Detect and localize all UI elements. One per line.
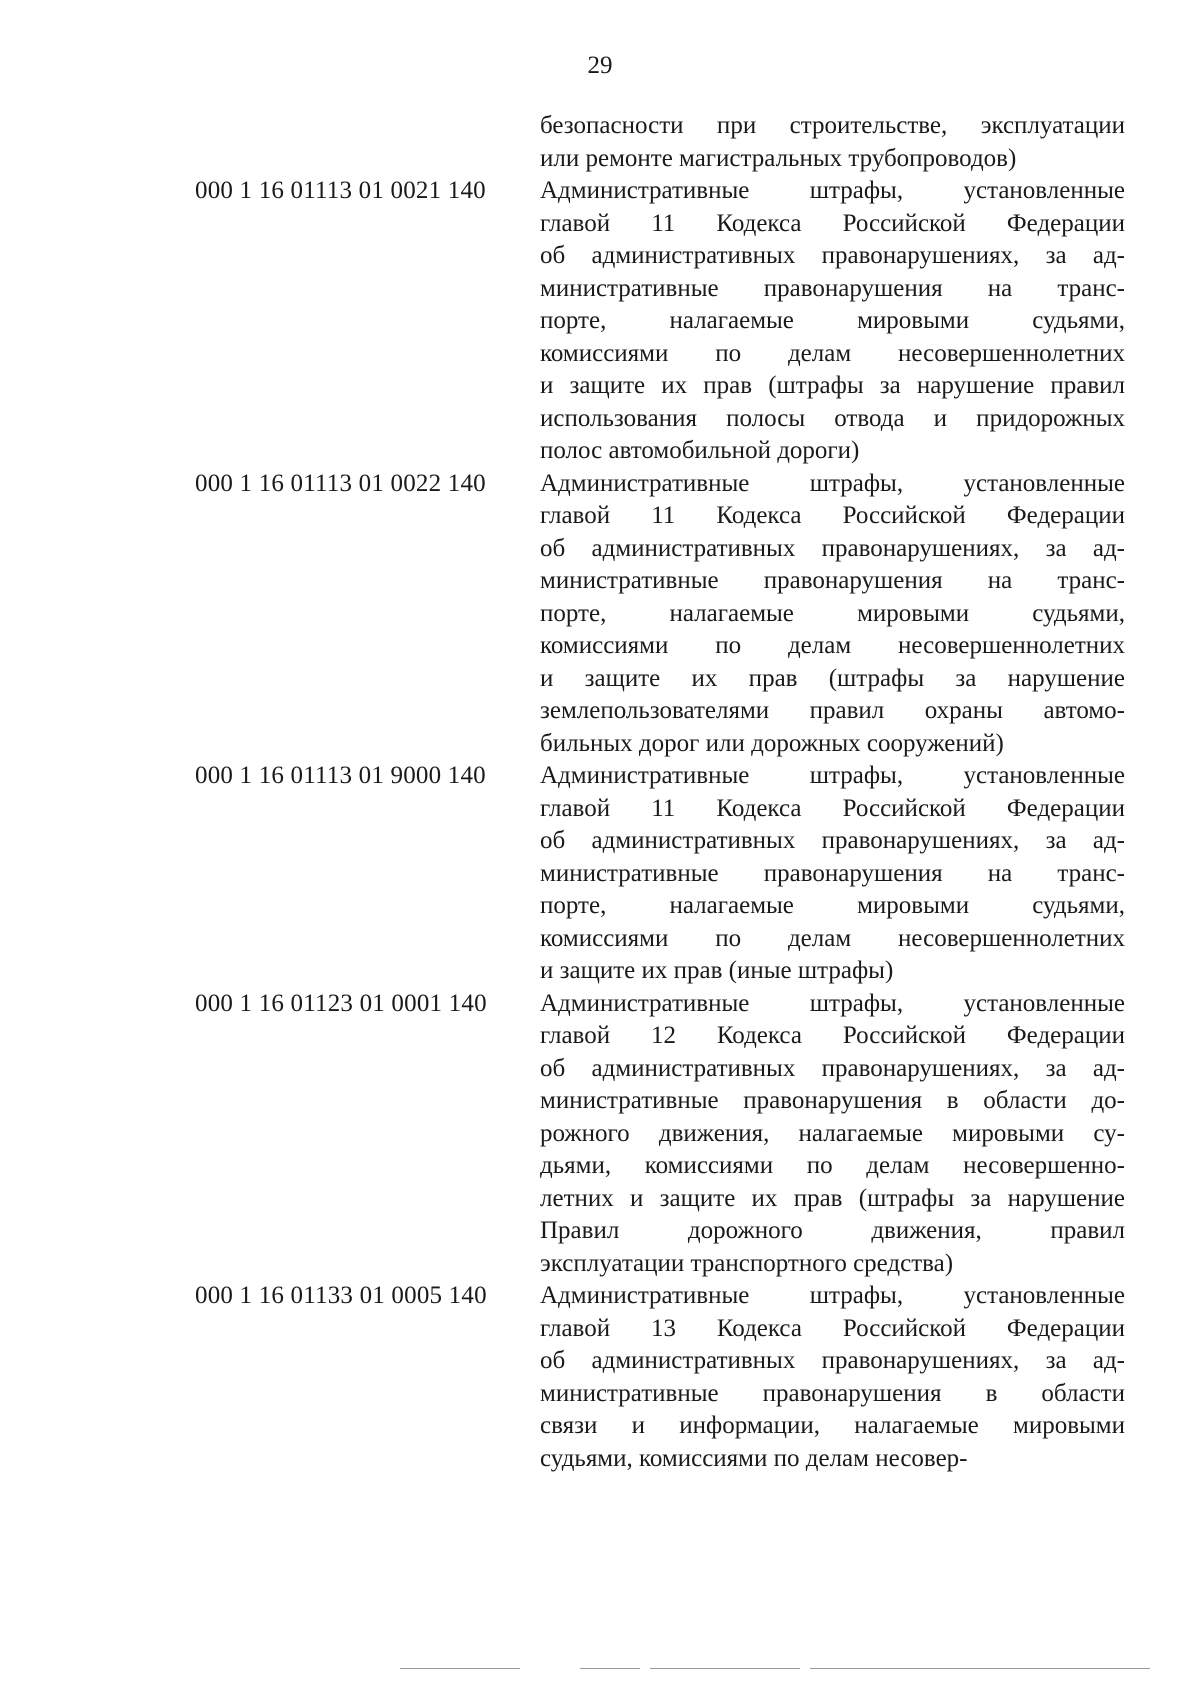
description-line: главой 11 Кодекса Российской Федерации [540,794,1125,822]
description-line: министративные правонарушения в области [540,1379,1125,1407]
table-row [195,1280,1130,1475]
description-line: главой 12 Кодекса Российской Федерации [540,1022,1125,1049]
description-line: или ремонте магистральных трубопроводов) [540,144,1017,172]
description-line: министративные правонарушения в области до- [540,1087,1125,1114]
description-line: министративные правонарушения на транс- [540,274,1125,302]
description-line: главой 11 Кодекса Российской Федерации [540,502,1125,529]
description-line: судьями, комиссиями по делам несовер- [540,1444,968,1472]
description-line: связи и информации, налагаемые мировыми [540,1412,1125,1439]
description-line: об административных правонарушениях, за ад- [540,242,1125,269]
description-line: дьями, комиссиями по делам несовершенно- [540,1152,1125,1179]
description-line: главой 11 Кодекса Российской Федерации [540,209,1125,237]
budget-classification-code: 000 1 16 01113 01 9000 140 [195,762,486,789]
revenue-description [540,110,1125,175]
description-line: комиссиями по делам несовершеннолетних [540,632,1125,659]
revenue-description [540,1280,1125,1475]
table-row [195,175,1130,468]
description-line: Административные штрафы, установленные [540,762,1125,789]
description-line: полос автомобильной дороги) [540,437,860,464]
description-line: главой 13 Кодекса Российской Федерации [540,1314,1125,1342]
description-line: летних и защите их прав (штрафы за нарушение [540,1184,1125,1212]
description-line: порте, налагаемые мировыми судьями, [540,307,1125,334]
budget-classification-code: 000 1 16 01113 01 0021 140 [195,177,486,204]
revenue-description [540,175,1125,468]
table-row [195,760,1130,988]
revenue-description [540,760,1125,988]
description-line: министративные правонарушения на транс- [540,567,1125,594]
description-line: об административных правонарушениях, за ад- [540,534,1125,562]
table-row [195,468,1130,761]
description-line: и защите их прав (штрафы за нарушение [540,664,1125,692]
description-line: министративные правонарушения на транс- [540,859,1125,887]
revenue-description [540,988,1125,1281]
description-line: бильных дорог или дорожных сооружений) [540,729,1004,757]
description-line: Административные штрафы, установленные [540,177,1125,204]
description-line: Административные штрафы, установленные [540,1282,1125,1309]
description-line: использования полосы отвода и придорожных [540,404,1125,432]
revenue-description [540,468,1125,761]
description-line: об административных правонарушениях, за ад- [540,827,1125,854]
budget-classification-code: 000 1 16 01123 01 0001 140 [195,989,487,1017]
description-line: Правил дорожного движения, правил [540,1217,1125,1244]
description-line: порте, налагаемые мировыми судьями, [540,892,1125,919]
description-line: и защите их прав (иные штрафы) [540,957,894,984]
footer-scan-lines [400,1668,1160,1672]
table-row [195,110,1130,175]
description-line: землепользователями правил охраны автомо- [540,697,1125,724]
description-line: эксплуатации транспортного средства) [540,1249,954,1277]
budget-classification-code: 000 1 16 01133 01 0005 140 [195,1282,487,1309]
description-line: комиссиями по делам несовершеннолетних [540,339,1125,367]
description-line: об административных правонарушениях, за ад- [540,1054,1125,1082]
description-line: об административных правонарушениях, за ад- [540,1347,1125,1374]
table-row [195,988,1130,1281]
description-line: рожного движения, налагаемые мировыми су- [540,1119,1125,1147]
fines-code-table [195,110,1130,1475]
description-line: комиссиями по делам несовершеннолетних [540,924,1125,952]
description-line: безопасности при строительстве, эксплуатации [540,112,1125,139]
description-line: Административные штрафы, установленные [540,469,1125,497]
description-line: и защите их прав (штрафы за нарушение правил [540,372,1125,399]
budget-classification-code: 000 1 16 01113 01 0022 140 [195,469,486,497]
page-number: 29 [587,52,613,79]
description-line: Административные штрафы, установленные [540,989,1125,1017]
description-line: порте, налагаемые мировыми судьями, [540,599,1125,627]
